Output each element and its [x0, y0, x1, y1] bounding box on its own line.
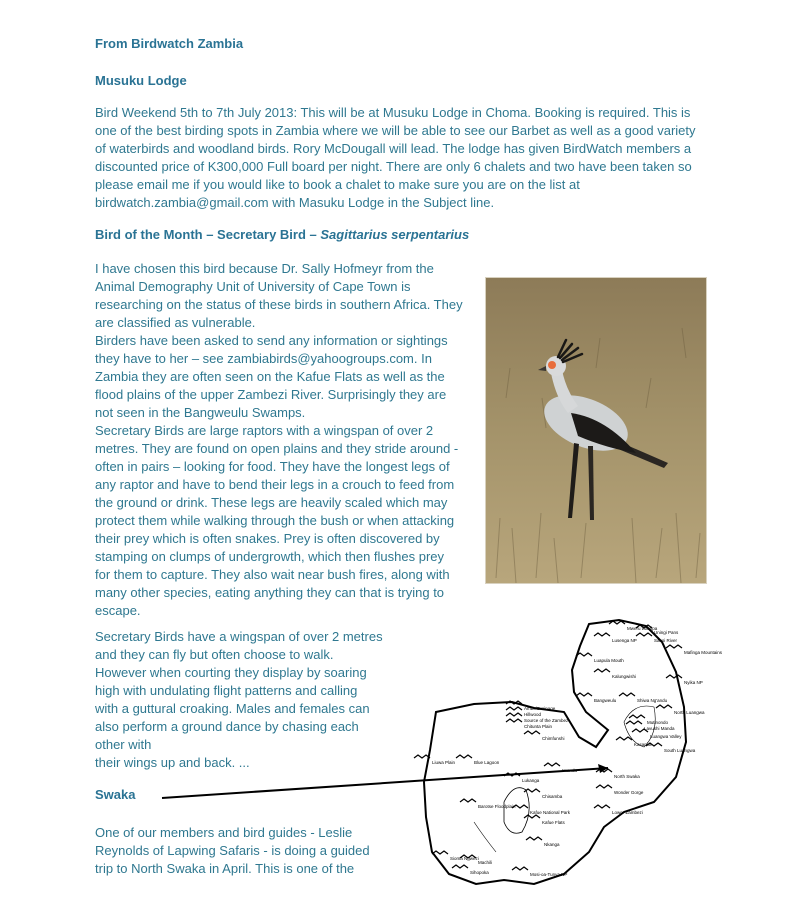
- paragraph-line: high with undulating flight patterns and calling: [95, 683, 358, 698]
- map-bird-icon: [619, 693, 635, 696]
- map-bird-icon: [626, 721, 642, 724]
- map-site-label: North Swaka: [614, 774, 640, 779]
- map-bird-icon: [636, 633, 652, 636]
- map-site-label: Shiwa Ng'andu: [637, 698, 668, 703]
- paragraph-line: birdwatch.zambia@gmail.com with Masuku Lodge in the Subject line.: [95, 195, 495, 210]
- paragraph-line: one of the best birding spots in Zambia where we will be able to see our Barbet as well as a good variety: [95, 123, 696, 138]
- map-site-label: South Luangwa: [664, 748, 696, 753]
- map-bird-icon: [456, 755, 472, 758]
- map-bird-icon: [656, 705, 672, 708]
- swaka-heading: Swaka: [95, 787, 136, 802]
- map-site-label: Kasanka: [634, 742, 652, 747]
- zambia-map: [414, 612, 723, 894]
- map-site-label: Blue Lagoon: [474, 760, 500, 765]
- paragraph-line: stamping on clumps of undergrowth, which then flushes prey: [95, 549, 445, 564]
- map-site-label: Bangweulu: [594, 698, 617, 703]
- map-pointer-arrow: [160, 760, 620, 805]
- paragraph-line: Secretary Birds are large raptors with a wingspan of over 2: [95, 423, 434, 438]
- map-site-label: Barotse Floodplain: [478, 804, 516, 809]
- map-bird-icon: [666, 675, 682, 678]
- paragraph-line: Birders have been asked to send any information or sightings: [95, 333, 448, 348]
- paragraph-line: their prey which is often snakes. Prey is often discovered by: [95, 531, 440, 546]
- map-site-label: Hillwood: [524, 712, 542, 717]
- paragraph-line: they have to her – see zambiabirds@yahoogroups.com. In: [95, 351, 432, 366]
- map-site-label: Sansi River: [654, 638, 678, 643]
- paragraph-line: other with: [95, 737, 152, 752]
- map-bird-icon: [576, 653, 592, 656]
- paragraph-line: Animal Demography Unit of University of Cape Town is: [95, 279, 411, 294]
- swaka-paragraph: [95, 824, 370, 878]
- map-bird-icon: [512, 867, 528, 870]
- map-site-label: Lavushi Manda: [644, 726, 675, 731]
- map-bird-icon: [576, 693, 592, 696]
- map-bird-icon: [506, 707, 522, 710]
- map-bird-icon: [666, 645, 682, 648]
- paragraph-line: with a guttural croaking. Males and females can: [95, 701, 370, 716]
- map-bird-icon: [616, 737, 632, 740]
- paragraph-line: please email me if you would like to book a chalet to make sure you are on the list at: [95, 177, 580, 192]
- map-site-label: Chimfunshi: [542, 736, 565, 741]
- map-bird-icon: [524, 815, 540, 818]
- map-site-label: Mweru wantipa: [627, 626, 658, 631]
- map-site-label: Chitunta Plain: [524, 724, 553, 729]
- paragraph-line: One of our members and bird guides - Leslie: [95, 825, 353, 840]
- paragraph-line: many other species, eating anything they can that is trying to: [95, 585, 445, 600]
- paragraph-line: protect them while walking through the bush or when attacking: [95, 513, 455, 528]
- wingspan-paragraph: [95, 628, 383, 772]
- map-site-label: Kalungwishi: [612, 674, 637, 679]
- map-site-label: Sioma Ngwezi: [450, 856, 479, 861]
- map-site-label: Nkanga: [544, 842, 560, 847]
- map-bird-icon: [524, 731, 540, 734]
- paragraph-line: of waterbirds and woodland birds. Rory McDougall will lead. The lodge has given BirdWatch members a: [95, 141, 692, 156]
- map-site-label: Mutinondo: [647, 720, 669, 725]
- bird-paragraph: [95, 260, 463, 620]
- map-site-label: Ambe/Drainage: [524, 706, 556, 711]
- map-site-label: Source of the Zambezi: [524, 718, 570, 723]
- map-site-label: Kafue National Park: [530, 810, 571, 815]
- map-site-label: North Luangwa: [674, 710, 705, 715]
- map-bird-icon: [526, 837, 542, 840]
- map-bird-icon: [609, 621, 625, 624]
- map-site-label: Lower Zambezi: [612, 810, 643, 815]
- bird-of-month-prefix: Bird of the Month – Secretary Bird –: [95, 227, 321, 242]
- map-site-label: Lusenga NP: [612, 638, 637, 643]
- paragraph-line: Reynolds of Lapwing Safaris - is doing a guided: [95, 843, 370, 858]
- paragraph-line: any raptor and have to bend their legs in a crouch to feed from: [95, 477, 455, 492]
- map-site-label: Liuwa Plain: [432, 760, 456, 765]
- map-bird-icon: [452, 865, 468, 868]
- paragraph-line: and they can fly but often choose to walk.: [95, 647, 334, 662]
- paragraph-line: Secretary Birds have a wingspan of over 2 metres: [95, 629, 383, 644]
- map-site-label: Luangwa Valley: [650, 734, 682, 739]
- map-site-label: Chisamba: [542, 794, 563, 799]
- paragraph-line: also perform a ground dance by chasing each: [95, 719, 359, 734]
- map-site-label: Uningi Pans: [654, 630, 679, 635]
- map-bird-icon: [506, 719, 522, 722]
- map-bird-icon: [594, 669, 610, 672]
- paragraph-line: However when courting they display by soaring: [95, 665, 367, 680]
- map-site-label: Lukanga: [522, 778, 540, 783]
- paragraph-line: Bird Weekend 5th to 7th July 2013: This will be at Musuku Lodge in Choma. Booking is required. This is: [95, 105, 691, 120]
- paragraph-line: researching on the status of these birds in southern Africa. They: [95, 297, 463, 312]
- paragraph-line: their wings up and back. ...: [95, 755, 250, 770]
- musuku-heading: Musuku Lodge: [95, 73, 187, 88]
- map-bird-icon: [506, 713, 522, 716]
- paragraph-line: the ground or drink. These legs are heavily scaled which may: [95, 495, 448, 510]
- paragraph-line: trip to North Swaka in April. This is one of the: [95, 861, 355, 876]
- source-heading: From Birdwatch Zambia: [95, 36, 244, 51]
- map-site-label: Luapula Mouth: [594, 658, 624, 663]
- map-site-label: Machili: [478, 860, 493, 865]
- secretary-bird-photo: [485, 277, 707, 584]
- paragraph-line: Zambia they are often seen on the Kafue Flats as well as the: [95, 369, 445, 384]
- map-site-label: Mosi-oa-Tunya NP: [530, 872, 568, 877]
- paragraph-line: are classified as vulnerable.: [95, 315, 256, 330]
- map-site-label: Mafinga Mountains: [684, 650, 723, 655]
- paragraph-line: I have chosen this bird because Dr. Sally Hofmeyr from the: [95, 261, 434, 276]
- map-site-label: Nyika NP: [684, 680, 703, 685]
- paragraph-line: often in pairs – looking for food. They have the longest legs of: [95, 459, 450, 474]
- paragraph-line: for them to capture. They also wait near bush fires, along with: [95, 567, 450, 582]
- paragraph-line: metres. They are found on open plains and they stride around -: [95, 441, 459, 456]
- map-bird-icon: [594, 805, 610, 808]
- paragraph-line: discounted price of K300,000 Full board per night. There are only 6 chalets and two have been taken so: [95, 159, 692, 174]
- musuku-paragraph: [95, 104, 696, 212]
- paragraph-line: flood plains of the upper Zambezi River. Surprisingly they are: [95, 387, 447, 402]
- map-bird-icon: [632, 729, 648, 732]
- map-bird-icon: [594, 633, 610, 636]
- map-bird-icon: [629, 715, 645, 718]
- paragraph-line: not seen in the Bangweulu Swamps.: [95, 405, 306, 420]
- bird-latin-name: Sagittarius serpentarius: [320, 227, 470, 242]
- paragraph-line: escape.: [95, 603, 141, 618]
- map-site-label: Wonder Gorge: [614, 790, 644, 795]
- bird-of-month-heading: [95, 227, 469, 242]
- map-site-label: Sihopoka: [470, 870, 489, 875]
- map-site-label: Kafue Flats: [542, 820, 565, 825]
